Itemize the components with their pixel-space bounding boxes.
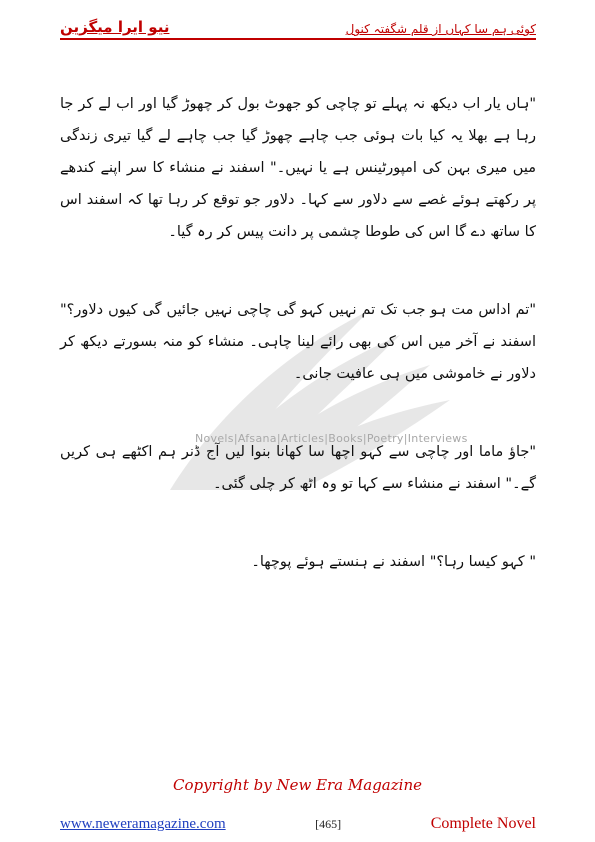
copyright-notice: Copyright by New Era Magazine: [173, 776, 422, 794]
header-rule: [60, 38, 536, 40]
website-link[interactable]: www.neweramagazine.com: [60, 816, 226, 832]
story-title: کوئی ہم سا کہاں از قلم شگفتہ کنول: [345, 22, 536, 36]
complete-novel-label: Complete Novel: [430, 815, 536, 832]
magazine-name[interactable]: نیو ایرا میگزین: [60, 18, 170, 36]
story-body: [60, 88, 536, 624]
paragraph-1: "ہاں یار اب دیکھ نہ پہلے تو چاچی کو جھوٹ بول کر چھوڑ گیا اور اب لے کر جا رہا ہے بھلا یہ کیا بات ہوئی جب چاہے چھوڑ گیا جب چاہے لے گیا تیری زندگی میں میری بہن کی امپورٹینس ہے یا نہیں۔" اسفند نے منشاء کا سر اپنے کندھے پر رکھتے ہوئے غصے سے دلاور سے کہا۔ دلاور جو توقع کر رہا تھا کہ اسفند اس کا ساتھ دے گا اس کی طوطا چشمی پر دانت پیس کر رہ گیا۔: [60, 96, 536, 240]
paragraph-4: " کہو کیسا رہا؟" اسفند نے ہنستے ہوئے پوچھا۔: [251, 554, 536, 570]
paragraph-3: "جاؤ ماما اور چاچی سے کہو اچھا سا کھانا بنوا لیں آج ڈنر ہم اکٹھے ہی کریں گے۔" اسفند نے منشاء سے کہا تو وہ اٹھ کر چلی گئی۔: [60, 444, 536, 492]
page-header: [60, 10, 536, 36]
paragraph-2: "تم اداس مت ہو جب تک تم نہیں کہو گی چاچی نہیں جائیں گی کیوں دلاور؟" اسفند نے آخر میں اس کی بھی رائے لینا چاہی۔ منشاء کو منہ بسورتے دیکھ کر دلاور نے خاموشی میں ہی عافیت جانی۔: [60, 302, 536, 382]
page-number: [465]: [315, 817, 342, 831]
page-footer: [60, 815, 536, 833]
watermark-text: Novels|Afsana|Articles|Books|Poetry|Interviews: [195, 432, 468, 445]
